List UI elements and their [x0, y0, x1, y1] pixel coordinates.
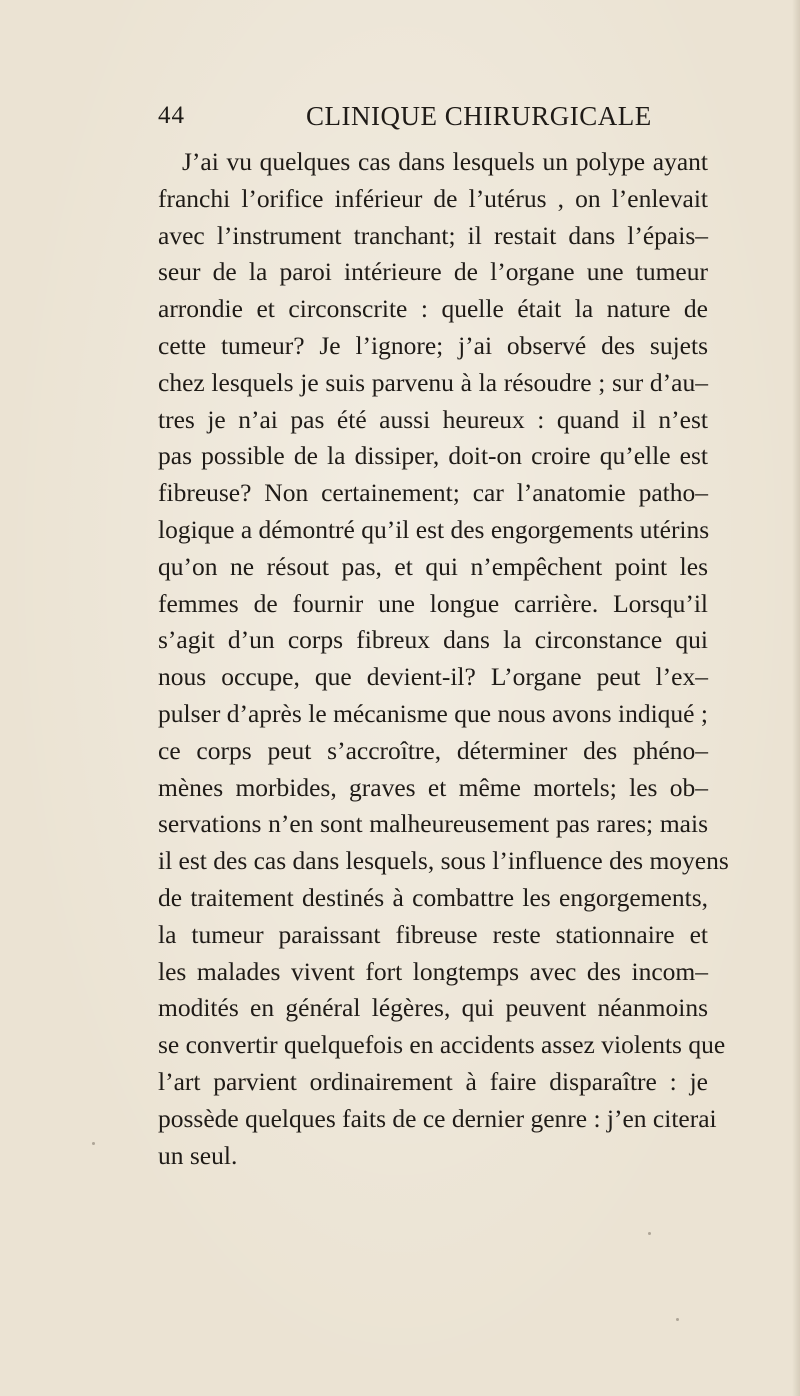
page-header [158, 100, 708, 140]
text-line: la tumeur paraissant fibreuse reste stationnaire et [158, 919, 708, 949]
text-line: pulser d’après le mécanisme que nous avons indiqué ; [158, 698, 708, 728]
text-line: possède quelques faits de ce dernier genre : j’en citerai [158, 1103, 717, 1133]
text-line: franchi l’orifice inférieur de l’utérus , on l’enlevait [158, 183, 708, 213]
paper-speck [676, 1318, 679, 1321]
paper-speck [648, 1232, 651, 1235]
text-line: avec l’instrument tranchant; il restait dans l’épais– [158, 220, 708, 250]
text-line: ce corps peut s’accroître, déterminer des phéno– [158, 735, 708, 765]
text-line: fibreuse? Non certainement; car l’anatomie patho– [158, 478, 708, 508]
text-line: logique a démontré qu’il est des engorgements utérins [158, 514, 710, 544]
text-line: s’agit d’un corps fibreux dans la circonstance qui [158, 625, 708, 655]
text-line: de traitement destinés à combattre les engorgements, [158, 882, 708, 912]
text-line: mènes morbides, graves et même mortels; les ob– [158, 772, 708, 802]
text-line: modités en général légères, qui peuvent néanmoins [158, 993, 708, 1023]
text-line: femmes de fournir une longue carrière. Lorsqu’il [158, 588, 708, 618]
text-line: seur de la paroi intérieure de l’organe une tumeur [158, 257, 708, 287]
running-head: CLINIQUE CHIRURGICALE [306, 101, 652, 131]
text-line: un seul. [158, 1140, 238, 1170]
text-line: l’art parvient ordinairement à faire disparaître : je [158, 1066, 708, 1096]
text-line: tres je n’ai pas été aussi heureux : quand il n’est [158, 404, 708, 434]
text-line: servations n’en sont malheureusement pas rares; mais [158, 809, 708, 839]
text-line: nous occupe, que devient-il? L’organe peut l’ex– [158, 662, 708, 692]
text-line: pas possible de la dissiper, doit-on croire qu’elle est [158, 441, 708, 471]
text-line: cette tumeur? Je l’ignore; j’ai observé des sujets [158, 330, 708, 360]
text-line: chez lesquels je suis parvenu à la résoudre ; sur d’au– [158, 367, 708, 397]
text-line: les malades vivent fort longtemps avec des incom– [158, 956, 708, 986]
text-line: il est des cas dans lesquels, sous l’influence des moyens [158, 846, 729, 876]
text-line: J’ai vu quelques cas dans lesquels un polype ayant [182, 147, 708, 176]
body-paragraph [158, 144, 729, 1174]
page-number: 44 [158, 102, 185, 129]
text-line: arrondie et circonscrite : quelle était la nature de [158, 294, 708, 324]
page-edge-shadow [792, 0, 800, 1396]
text-line: se convertir quelquefois en accidents assez violents que [158, 1030, 726, 1060]
text-line: qu’on ne résout pas, et qui n’empêchent point les [158, 551, 708, 581]
paper-speck [92, 1142, 95, 1145]
